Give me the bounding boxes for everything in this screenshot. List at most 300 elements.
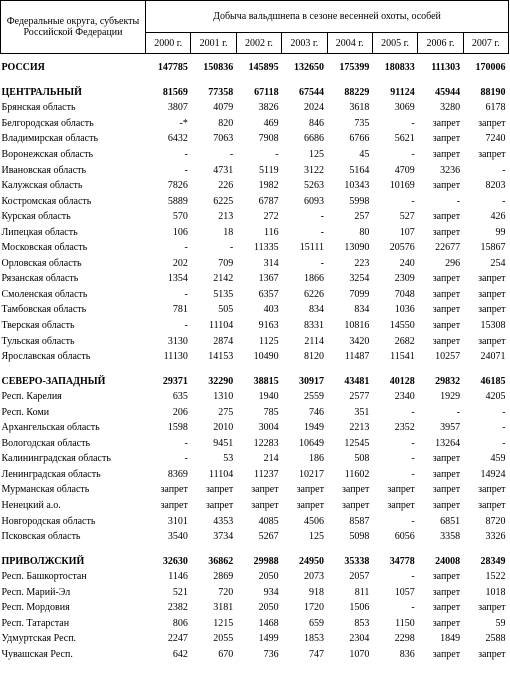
value-cell: 12545	[344, 437, 370, 449]
value-cell: запрет	[160, 484, 188, 496]
value-cell: 918	[309, 586, 324, 598]
value-cell: -	[502, 437, 506, 449]
value-cell: запрет	[478, 117, 506, 129]
value-cell: 1354	[167, 273, 188, 285]
value-cell: -	[411, 571, 415, 583]
value-cell: запрет	[432, 149, 461, 160]
year-header: 2004 г.	[327, 33, 372, 54]
region-name-cell: Респ. Марий-Эл	[1, 586, 71, 598]
value-cell: 6686	[304, 133, 324, 145]
value-cell: 29988	[253, 555, 279, 567]
value-cell: 6432	[167, 133, 188, 145]
value-cell: 6093	[304, 195, 324, 207]
value-cell: 2055	[213, 633, 234, 645]
table-row	[1, 318, 509, 334]
value-cell: запрет	[432, 617, 461, 629]
year-header: 2003 г.	[282, 33, 327, 54]
value-cell: -	[411, 117, 415, 129]
value-cell: 11104	[208, 468, 234, 480]
value-cell: 781	[172, 304, 188, 316]
region-name-cell: Московская область	[1, 242, 88, 254]
value-cell: 125	[309, 149, 324, 160]
value-cell: 1720	[304, 602, 324, 614]
value-cell: 6357	[258, 288, 279, 300]
value-cell: 8720	[485, 515, 506, 527]
value-cell: 11541	[390, 351, 415, 363]
value-cell: 14550	[389, 320, 415, 332]
value-cell: 88229	[344, 86, 370, 98]
value-cell: 7099	[349, 288, 370, 300]
region-name-cell: Ленинградская область	[1, 468, 101, 480]
value-cell: 32290	[208, 375, 234, 387]
value-cell: 180833	[384, 62, 415, 74]
table-row	[1, 529, 509, 545]
value-cell: 91124	[390, 86, 415, 98]
value-cell: 2298	[394, 633, 415, 645]
value-cell: 3122	[304, 164, 324, 176]
value-cell: -	[229, 242, 234, 254]
value-cell: 3826	[258, 102, 279, 114]
value-cell: -	[320, 226, 324, 238]
value-cell: 107	[399, 226, 415, 238]
table-row	[1, 302, 509, 318]
table-row	[1, 482, 509, 498]
value-cell: 785	[263, 406, 279, 418]
value-cell: 1499	[258, 633, 279, 645]
value-cell: 834	[309, 304, 324, 316]
value-cell: 351	[354, 406, 370, 418]
value-cell: 1522	[485, 571, 506, 583]
region-name-cell: Липецкая область	[1, 226, 78, 238]
value-cell: 2869	[213, 571, 234, 583]
region-name-cell: Смоленская область	[1, 288, 88, 300]
value-cell: запрет	[160, 500, 188, 512]
value-cell: -	[502, 164, 506, 176]
value-cell: 10649	[299, 437, 324, 449]
value-cell: 11335	[253, 242, 279, 254]
value-cell: запрет	[432, 304, 461, 316]
value-cell: 469	[263, 117, 279, 129]
value-cell: запрет	[387, 484, 415, 496]
region-name-cell: Вологодская область	[1, 437, 91, 449]
value-cell: 175399	[339, 62, 370, 74]
table-row	[1, 647, 509, 663]
value-cell: 28349	[480, 555, 506, 567]
value-cell: 32630	[162, 555, 188, 567]
value-cell: 10490	[253, 351, 279, 363]
value-cell: 257	[354, 211, 370, 223]
table-row	[1, 240, 509, 256]
value-cell: -	[411, 195, 415, 207]
value-cell: 9163	[258, 320, 279, 332]
value-cell: 67544	[299, 86, 324, 98]
value-cell: 5889	[167, 195, 188, 207]
value-cell: 4709	[394, 164, 415, 176]
value-cell: 2010	[213, 422, 234, 434]
value-cell: запрет	[478, 273, 506, 285]
value-cell: 240	[399, 257, 415, 269]
value-cell: 4506	[304, 515, 324, 527]
value-cell: 7240	[485, 133, 506, 145]
value-cell: 459	[490, 453, 506, 465]
value-cell: 570	[172, 211, 188, 223]
value-cell: 88190	[480, 86, 506, 98]
value-cell: -	[411, 468, 415, 480]
year-header: 2001 г.	[191, 33, 236, 54]
value-cell: запрет	[432, 468, 461, 480]
value-cell: запрет	[296, 500, 324, 512]
value-cell: запрет	[432, 226, 461, 238]
value-cell: запрет	[432, 117, 461, 129]
year-header: 2000 г.	[146, 33, 191, 54]
value-cell: -	[502, 422, 506, 434]
table-row	[1, 100, 509, 116]
value-cell: 1929	[440, 391, 461, 403]
region-name-cell: Чувашская Респ.	[1, 648, 73, 660]
value-cell: 1146	[168, 571, 188, 583]
value-cell: 1598	[167, 422, 188, 434]
table-row	[1, 585, 509, 601]
value-cell: запрет	[296, 484, 324, 496]
table-row	[1, 513, 509, 529]
value-cell: 2304	[349, 633, 370, 645]
value-cell: 2073	[304, 571, 324, 583]
table-row	[1, 616, 509, 632]
value-cell: -	[502, 195, 506, 207]
region-name-cell: Ивановская область	[1, 164, 87, 176]
value-cell: 3326	[485, 531, 506, 543]
region-name-cell: РОССИЯ	[1, 62, 45, 74]
value-cell: запрет	[205, 484, 234, 496]
value-cell: 853	[354, 617, 370, 629]
region-name-cell: Тверская область	[1, 320, 75, 332]
value-cell: -	[411, 437, 415, 449]
value-cell: 6766	[349, 133, 370, 145]
value-cell: 3004	[258, 422, 279, 434]
value-cell: 3130	[167, 335, 188, 347]
region-column-header: Федеральные округа, субъекты Российской Федерации	[1, 1, 146, 54]
value-cell: 22677	[435, 242, 461, 254]
value-cell: 77358	[208, 86, 234, 98]
value-cell: 3540	[167, 531, 188, 543]
value-cell: 836	[399, 648, 415, 660]
value-cell: 2247	[167, 633, 188, 645]
value-cell: 505	[218, 304, 234, 316]
region-name-cell: Ярославская область	[1, 351, 91, 363]
value-cell: запрет	[432, 602, 461, 614]
value-cell: 12283	[253, 437, 279, 449]
spacer-row	[1, 364, 509, 373]
region-name-cell: Калужская область	[1, 180, 83, 192]
table-row	[1, 147, 509, 163]
value-cell: запрет	[478, 648, 506, 660]
region-name-cell: Архангельская область	[1, 422, 100, 434]
catch-group-header: Добыча вальдшнепа в сезоне весенней охоты, особей	[146, 1, 509, 33]
value-cell: запрет	[432, 500, 461, 512]
value-cell: -	[411, 515, 415, 527]
region-name-cell: СЕВЕРО-ЗАПАДНЫЙ	[1, 375, 106, 387]
value-cell: 14153	[208, 351, 234, 363]
value-cell: 314	[263, 257, 279, 269]
value-cell: 6056	[394, 531, 415, 543]
value-cell: 2142	[213, 273, 234, 285]
value-cell: -	[411, 453, 415, 465]
value-cell: 5098	[349, 531, 370, 543]
value-cell: 10217	[299, 468, 324, 480]
region-name-cell: Орловская область	[1, 257, 82, 269]
spacer-cell	[1, 76, 509, 85]
value-cell: 1849	[440, 633, 461, 645]
value-cell: 275	[218, 406, 234, 418]
value-cell: -	[184, 320, 188, 332]
value-cell: 5267	[258, 531, 279, 543]
year-header: 2005 г.	[372, 33, 417, 54]
table-row	[1, 116, 509, 132]
value-cell: 15867	[480, 242, 506, 254]
value-cell: -	[320, 211, 324, 223]
region-name-cell: Мурманская область	[1, 484, 90, 496]
year-header: 2002 г.	[236, 33, 281, 54]
value-cell: запрет	[478, 149, 506, 160]
value-cell: 1310	[213, 391, 234, 403]
value-cell: 10257	[435, 351, 461, 363]
value-cell: 426	[490, 211, 506, 223]
value-cell: 254	[490, 257, 506, 269]
value-cell: 3254	[349, 273, 370, 285]
value-cell: 735	[354, 117, 370, 129]
value-cell: 6851	[440, 515, 461, 527]
table-row	[1, 193, 509, 209]
value-cell: 11487	[344, 351, 370, 363]
value-cell: 2340	[394, 391, 415, 403]
table-row	[1, 467, 509, 483]
value-cell: 24950	[299, 555, 324, 567]
value-cell: 5621	[394, 133, 415, 145]
value-cell: -	[411, 602, 415, 614]
value-cell: 10343	[344, 180, 370, 192]
table-row	[1, 569, 509, 585]
region-name-cell: Брянская область	[1, 102, 76, 114]
table-row	[1, 600, 509, 616]
value-cell: 35338	[344, 555, 370, 567]
value-cell: 59	[495, 617, 506, 629]
value-cell: 202	[172, 257, 188, 269]
value-cell: 34778	[389, 555, 415, 567]
value-cell: 659	[309, 617, 324, 629]
value-cell: 20576	[389, 242, 415, 254]
value-cell: 3957	[440, 422, 461, 434]
year-header: 2006 г.	[418, 33, 463, 54]
value-cell: 145895	[248, 62, 279, 74]
value-cell: 1018	[485, 586, 506, 598]
spacer-row	[1, 544, 509, 553]
value-cell: 2114	[304, 335, 324, 347]
value-cell: 2309	[394, 273, 415, 285]
region-name-cell: Респ. Карелия	[1, 391, 62, 403]
table-body	[1, 54, 509, 663]
spacer-cell	[1, 364, 509, 373]
value-cell: 1367	[258, 273, 279, 285]
value-cell: 9451	[213, 437, 234, 449]
value-cell: запрет	[432, 288, 461, 300]
value-cell: запрет	[432, 211, 461, 223]
value-cell: -	[411, 149, 415, 160]
value-cell: 1982	[258, 180, 279, 192]
value-cell: запрет	[432, 571, 461, 583]
value-cell: запрет	[478, 484, 506, 496]
value-cell: 36862	[208, 555, 234, 567]
region-name-cell: ЦЕНТРАЛЬНЫЙ	[1, 86, 82, 98]
value-cell: 720	[218, 586, 234, 598]
value-cell: 2050	[258, 571, 279, 583]
value-cell: запрет	[432, 335, 461, 347]
value-cell: -	[320, 257, 324, 269]
table-row	[1, 224, 509, 240]
value-cell: 2577	[349, 391, 370, 403]
value-cell: 8120	[304, 351, 324, 363]
table-row	[1, 498, 509, 514]
value-cell: 45	[359, 149, 370, 160]
value-cell: запрет	[251, 500, 279, 512]
value-cell: 5135	[213, 288, 234, 300]
region-name-cell: Курская область	[1, 211, 71, 223]
value-cell: 3101	[167, 515, 188, 527]
value-cell: 806	[172, 617, 188, 629]
value-cell: -	[456, 195, 461, 207]
value-cell: 14924	[480, 468, 506, 480]
value-cell: 11130	[163, 351, 188, 363]
value-cell: 11602	[344, 468, 370, 480]
value-cell: -	[456, 406, 461, 418]
value-cell: запрет	[251, 484, 279, 496]
value-cell: 1150	[395, 617, 415, 629]
region-name-cell: Белгородская область	[1, 117, 94, 129]
value-cell: 527	[399, 211, 415, 223]
region-name-cell: ПРИВОЛЖСКИЙ	[1, 555, 85, 567]
value-cell: 1125	[258, 335, 279, 347]
value-cell: запрет	[205, 500, 234, 512]
region-name-cell: Костромская область	[1, 195, 92, 207]
value-cell: 1057	[394, 586, 415, 598]
summary-row	[1, 373, 509, 389]
value-cell: 1949	[304, 422, 324, 434]
region-name-cell: Респ. Коми	[1, 406, 50, 418]
value-cell: запрет	[432, 484, 461, 496]
value-cell: 223	[354, 257, 370, 269]
value-cell: 30917	[299, 375, 324, 387]
value-cell: 1070	[349, 648, 370, 660]
value-cell: 2050	[258, 602, 279, 614]
value-cell: 1506	[349, 602, 370, 614]
value-cell: 8331	[304, 320, 324, 332]
value-cell: 508	[354, 453, 370, 465]
value-cell: 6178	[485, 102, 506, 114]
value-cell: 403	[263, 304, 279, 316]
value-cell: 4353	[213, 515, 234, 527]
table-row	[1, 631, 509, 647]
value-cell: 747	[309, 648, 324, 660]
value-cell: 125	[309, 531, 324, 543]
table-row	[1, 271, 509, 287]
value-cell: 147785	[157, 62, 188, 74]
value-cell: 43481	[344, 375, 370, 387]
value-cell: 846	[309, 117, 324, 129]
value-cell: запрет	[432, 453, 461, 465]
region-name-cell: Псковская область	[1, 531, 81, 543]
value-cell: 5119	[258, 164, 279, 176]
value-cell: 13264	[435, 437, 461, 449]
value-cell: 6225	[213, 195, 234, 207]
value-cell: запрет	[341, 484, 370, 496]
value-cell: 2057	[349, 571, 370, 583]
value-cell: 5263	[304, 180, 324, 192]
value-cell: -	[184, 242, 188, 254]
value-cell: -	[502, 406, 506, 418]
value-cell: запрет	[387, 500, 415, 512]
region-name-cell: Респ. Татарстан	[1, 617, 70, 629]
year-header: 2007 г.	[463, 33, 508, 54]
value-cell: 2352	[394, 422, 415, 434]
table-row	[1, 131, 509, 147]
table-row	[1, 162, 509, 178]
value-cell: 3280	[440, 102, 461, 114]
value-cell: запрет	[341, 500, 370, 512]
value-cell: 81569	[162, 86, 188, 98]
value-cell: 29371	[162, 375, 188, 387]
value-cell: -	[184, 453, 188, 465]
value-cell: 99	[495, 226, 506, 238]
value-cell: 226	[218, 180, 234, 192]
table-row	[1, 389, 509, 405]
value-cell: 7826	[167, 180, 188, 192]
table-row	[1, 178, 509, 194]
value-cell: 10169	[389, 180, 415, 192]
table-row	[1, 436, 509, 452]
value-cell: 2588	[485, 633, 506, 645]
summary-row	[1, 60, 509, 76]
value-cell: 1215	[213, 617, 234, 629]
value-cell: 1468	[258, 617, 279, 629]
value-cell: 116	[263, 226, 279, 238]
value-cell: 170006	[475, 62, 506, 74]
region-name-cell: Респ. Мордовия	[1, 602, 70, 614]
value-cell: 3069	[394, 102, 415, 114]
summary-row	[1, 553, 509, 569]
value-cell: 29832	[435, 375, 461, 387]
region-name-cell: Респ. Башкортостан	[1, 571, 87, 583]
value-cell: 1036	[394, 304, 415, 316]
value-cell: 45944	[435, 86, 461, 98]
table-row	[1, 333, 509, 349]
value-cell: 820	[218, 117, 234, 129]
value-cell: 3236	[440, 164, 461, 176]
table-row	[1, 209, 509, 225]
value-cell: -	[411, 406, 415, 418]
value-cell: 1940	[258, 391, 279, 403]
value-cell: 6226	[304, 288, 324, 300]
value-cell: -	[184, 437, 188, 449]
value-cell: 40128	[389, 375, 415, 387]
region-name-cell: Новгородская область	[1, 515, 96, 527]
table-row	[1, 256, 509, 272]
table-row	[1, 451, 509, 467]
spacer-row	[1, 76, 509, 85]
value-cell: 13090	[344, 242, 370, 254]
value-cell: 15111	[299, 242, 324, 254]
value-cell: -	[275, 149, 279, 160]
value-cell: 11237	[253, 468, 279, 480]
value-cell: 4085	[258, 515, 279, 527]
